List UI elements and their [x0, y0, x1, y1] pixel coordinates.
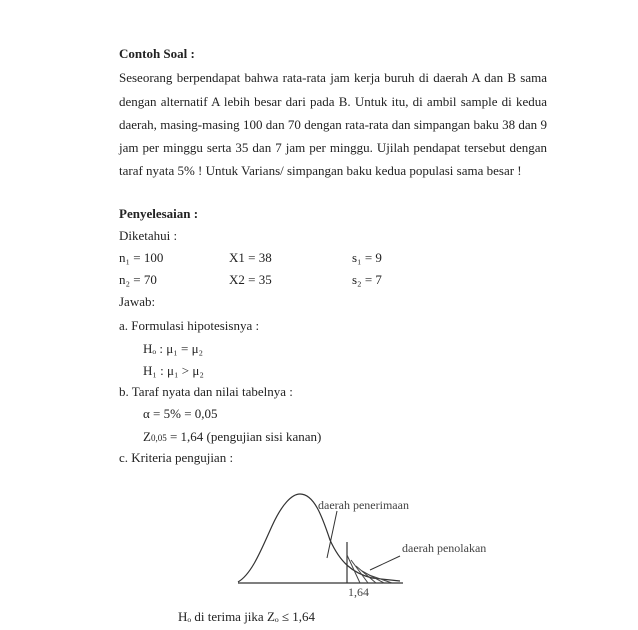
- step-b: b. Taraf nyata dan nilai tabelnya :: [119, 384, 293, 399]
- z-symbol: Z: [143, 429, 151, 444]
- h1-hypothesis: H₁ : μ₁ > μ₂: [143, 363, 204, 378]
- n2-value: n₂ = 70: [119, 272, 157, 287]
- label-accept: daerah penerimaan: [318, 498, 409, 512]
- critical-value-label: 1,64: [348, 585, 369, 599]
- x2-value: X2 = 35: [229, 272, 272, 287]
- conclusion: Hₒ di terima jika Zₒ ≤ 1,64: [178, 609, 316, 624]
- rejection-hatch: [347, 555, 392, 583]
- s1-value: s₁ = 9: [352, 250, 382, 265]
- paragraph-line-1: Seseorang berpendapat bahwa rata-rata jam kerja buruh di daerah A dan B sama: [119, 70, 547, 85]
- step-c: c. Kriteria pengujian :: [119, 450, 234, 465]
- z-index: 0,05: [150, 433, 167, 443]
- z-rest: = 1,64 (pengujian sisi kanan): [166, 429, 322, 444]
- penyelesaian-heading: Penyelesaian :: [119, 206, 199, 221]
- diketahui-label: Diketahui :: [119, 228, 178, 243]
- paragraph-line-2: dengan alternatif A lebih besar dari pada B. Untuk itu, di ambil sample di kedua: [119, 94, 547, 109]
- jawab-label: Jawab:: [119, 294, 156, 309]
- h0-hypothesis: Hₒ : μ₁ = μ₂: [143, 341, 204, 356]
- n1-value: n₁ = 100: [119, 250, 164, 265]
- alpha-value: α = 5% = 0,05: [143, 406, 218, 421]
- step-a: a. Formulasi hipotesisnya :: [119, 318, 260, 333]
- x1-value: X1 = 38: [229, 250, 272, 265]
- s2-value: s₂ = 7: [352, 272, 382, 287]
- paragraph-line-3: daerah, masing-masing 100 dan 70 dengan rata-rata dan simpangan baku 38 dan 9: [119, 117, 547, 132]
- label-reject: daerah penolakan: [402, 541, 487, 555]
- reject-pointer: [370, 556, 400, 570]
- paragraph-line-4: jam per minggu serta 35 dan 7 jam per minggu. Ujilah pendapat tersebut dengan: [119, 140, 547, 155]
- contoh-heading: Contoh Soal :: [119, 46, 195, 61]
- paragraph-line-5: taraf nyata 5% ! Untuk Varians/ simpangan baku kedua populasi sama besar !: [119, 163, 522, 178]
